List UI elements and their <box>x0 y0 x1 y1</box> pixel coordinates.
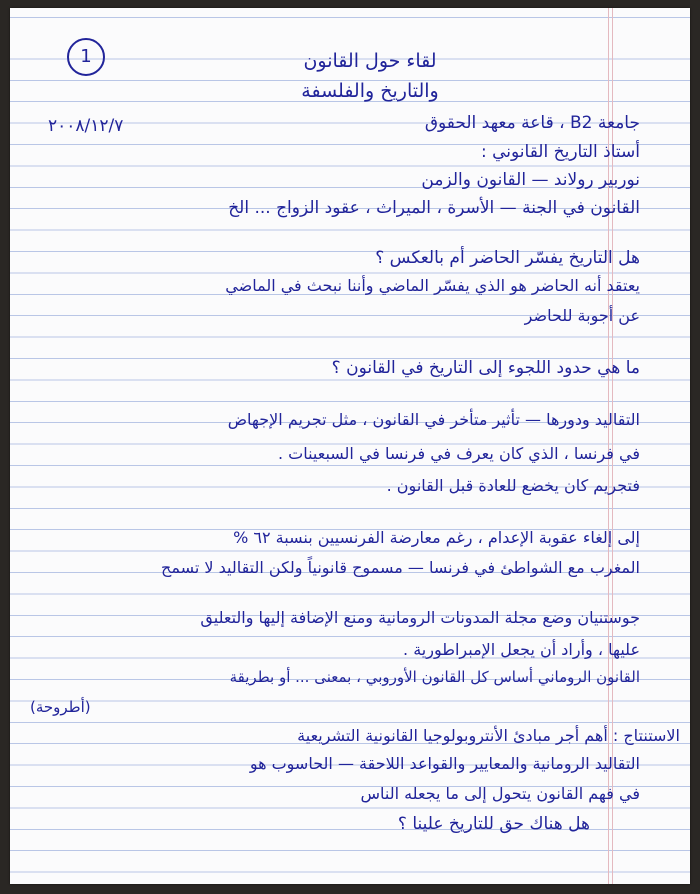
note-line: في فهم القانون يتحول إلى ما يجعله الناس <box>360 784 640 803</box>
note-line: المغرب مع الشواطئ في فرنسا — مسموح قانونياً ولكن التقاليد لا تسمح <box>161 558 640 577</box>
note-line: أستاذ التاريخ القانوني : <box>480 142 640 162</box>
note-line: في فرنسا ، الذي كان يعرف في فرنسا في السبعينات . <box>277 444 640 463</box>
title: لقاء حول القانون <box>303 50 437 72</box>
note-line: هل هناك حق للتاريخ علينا ؟ <box>397 814 590 834</box>
notebook-page <box>10 8 690 884</box>
note-line: يعتقد أنه الحاضر هو الذي يفسّر الماضي وأننا نبحث في الماضي <box>225 276 640 295</box>
note-line: القانون في الجنة — الأسرة ، الميراث ، عقود الزواج ... الخ <box>228 198 640 218</box>
note-line: عليها ، وأراد أن يجعل الإمبراطورية . <box>403 640 640 659</box>
note-line: التقاليد ودورها — تأثير متأخر في القانون ، مثل تجريم الإجهاض <box>227 410 640 429</box>
note-line: نوربير رولاند — القانون والزمن <box>421 170 640 190</box>
note-line: إلى إلغاء عقوبة الإعدام ، رغم معارضة الفرنسيين بنسبة ٦٢ % <box>233 528 640 547</box>
note-line: هل التاريخ يفسّر الحاضر أم بالعكس ؟ <box>375 248 640 268</box>
note-line: جامعة B2 ، قاعة معهد الحقوق <box>424 113 640 133</box>
note-line: الاستنتاج : أهم أجر مبادئ الأنتروبولوجيا القانونية التشريعية <box>297 726 680 745</box>
note-line: القانون الروماني أساس كل القانون الأوروبي ، بمعنى ... أو بطريقة <box>229 668 640 686</box>
subtitle: والتاريخ والفلسفة <box>301 80 439 102</box>
note-line: عن أجوبة للحاضر <box>524 306 640 325</box>
note-line: ما هي حدود اللجوء إلى التاريخ في القانون ؟ <box>331 358 640 378</box>
note-line: التقاليد الرومانية والمعايير والقواعد اللاحقة — الحاسوب هو <box>249 754 640 773</box>
page-number-circle: 1 <box>67 38 105 76</box>
date: ٢٠٠٨/١٢/٧ <box>48 116 124 136</box>
note-line: جوستنيان وضع مجلة المدونات الرومانية ومنع الإضافة إليها والتعليق <box>200 608 640 627</box>
note-line: فتجريم كان يخضع للعادة قبل القانون . <box>386 476 640 495</box>
note-line: (أطروحة) <box>30 698 91 716</box>
